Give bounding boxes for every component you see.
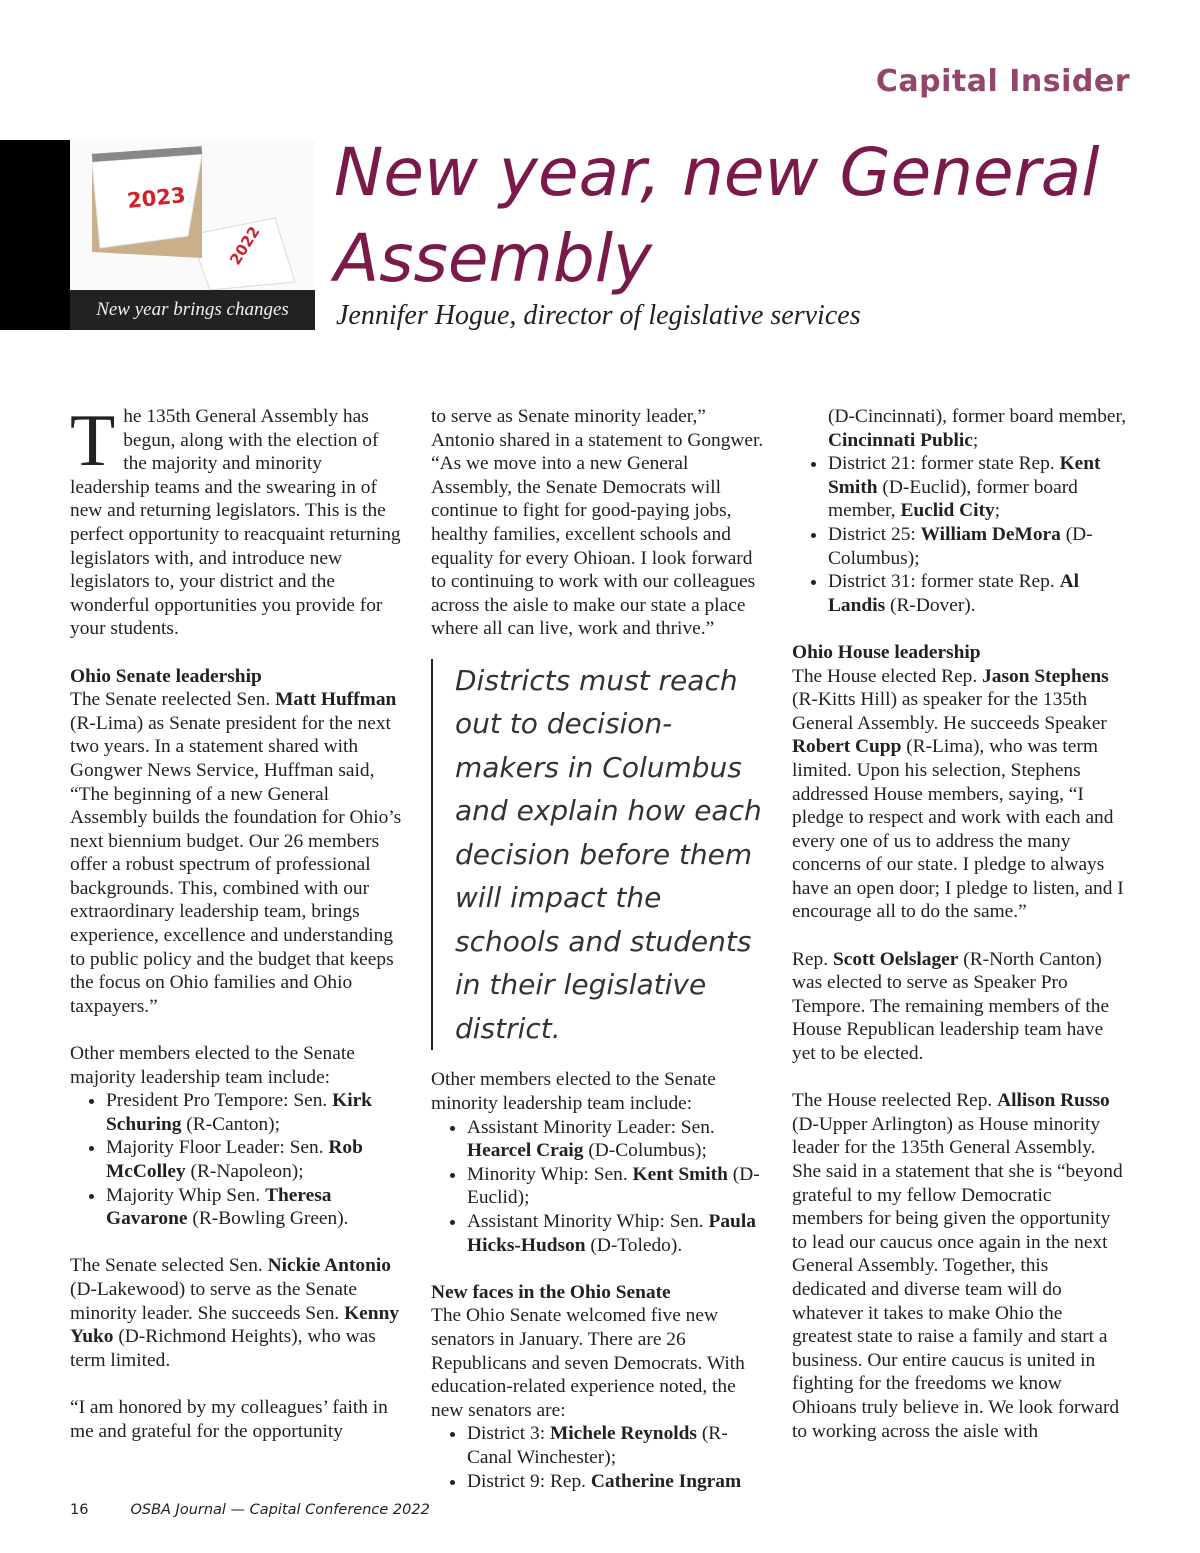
list-item: • District 21: former state Rep. Kent Smith (D-Euclid), former board member, Euclid City; [828,452,1127,523]
list-item: • Majority Floor Leader: Sen. Rob McColley (R-Napoleon); [106,1136,405,1183]
minority-intro: Other members elected to the Senate minority leadership team include: [431,1069,716,1115]
house-paragraph-3: The House reelected Rep. Allison Russo (D-Upper Arlington) as House minority leader for the 135th General Assembly. She said in a statement that she is “beyond grateful to my fellow Democratic members for being given the opportunity to lead our caucus once again in the next General Assembly. Together, this dedicated and diverse team will do whatever it takes to make Ohio the greatest state to raise a family and start a business. Our entire caucus is united in fighting for the freedoms we know Ohioans truly believe in. We look forward to working across the aisle with [792,1090,1123,1442]
house-paragraph-2: Rep. Scott Oelslager (R-North Canton) was elected to serve as Speaker Pro Tempore. The remaining members of the House Republican leadership team have yet to be elected. [792,948,1110,1065]
list-item-continued: (D-Cincinnati), former board member, Cincinnati Public; [828,406,1127,451]
calendar-2022-page [190,218,295,290]
list-item: • District 31: former state Rep. Al Landis (R-Dover). [828,570,1127,617]
article-column-1 [70,400,405,1443]
new-senators-list [431,1422,766,1493]
calendar-2023 [92,146,202,258]
list-item: • Assistant Minority Leader: Sen. Hearcel Craig (D-Columbus); [467,1116,766,1163]
page-number: 16 [70,1502,89,1518]
majority-intro: Other members elected to the Senate majority leadership team include: [70,1043,355,1088]
drop-cap: T [70,400,116,482]
calendar-back-year: 2022 [226,223,264,269]
antonio-paragraph: The Senate selected Sen. Nickie Antonio (D-Lakewood) to serve as the Senate minority leader. She succeeds Sen. Kenny Yuko (D-Richmond Heights), who was term limited. [70,1255,400,1371]
list-item: • President Pro Tempore: Sen. Kirk Schuring (R-Canton); [106,1089,405,1136]
heading-new-faces: New faces in the Ohio Senate [431,1281,671,1303]
intro-paragraph: The 135th General Assembly has begun, along with the election of the majority and minority leadership teams and the swearing in of new and returning legislators. This is the perfect opportunity to reacquaint returning legislators with, and introduce new legislators to, your district and the wonderful opportunities you provide for your students. [70,400,401,640]
senate-paragraph: The Senate reelected Sen. Matt Huffman (R-Lima) as Senate president for the next two years. In a statement shared with Gongwer News Service, Huffman said, “The beginning of a new General Assembly builds the foundation for Ohio’s next biennium budget. Our 26 members offer a robust spectrum of professional backgrounds. This, combined with our extraordinary leadership team, brings experience, excellence and understanding to public policy and the budget that keeps the focus on Ohio families and Ohio taxpayers.” [70,689,402,1017]
calendar-illustration [70,140,315,290]
house-paragraph-1: The House elected Rep. Jason Stephens (R-Kitts Hill) as speaker for the 135th General Assembly. He succeeds Speaker Robert Cupp (R-Lima), who was term limited. Upon his selection, Stephens addressed House members, saying, “I pledge to respect and work with each and every one of us to address the many concerns of our state. I pledge to always have an open door; I pledge to listen, and I encourage all to do the same.” [792,665,1124,923]
byline: Jennifer Hogue, director of legislative services [336,300,861,331]
antonio-quote-start: “I am honored by my colleagues’ faith in me and grateful for the opportunity [70,1396,388,1442]
headline-line-1: New year, new General [334,134,1100,211]
list-item: • Majority Whip Sen. Theresa Gavarone (R-Bowling Green). [106,1184,405,1231]
new-senators-list-2 [792,452,1127,617]
minority-leadership-list [431,1116,766,1258]
publication-name: OSBA Journal — Capital Conference 2022 [130,1502,430,1518]
majority-leadership-list [70,1089,405,1231]
heading-senate-leadership: Ohio Senate leadership [70,665,262,687]
article-column-2 [431,405,766,1493]
calendar-front-year: 2023 [126,182,187,213]
black-side-tab [0,140,70,330]
antonio-quote-continued: to serve as Senate minority leader,” Antonio shared in a statement to Gongwer. “As we move into a new General Assembly, the Senate Democrats will continue to fight for good-paying jobs, healthy families, excellent schools and equality for every Ohioan. I look forward to continuing to work with our colleagues across the aisle to make our state a place where all can live, work and thrive.” [431,406,764,640]
list-item: • Assistant Minority Whip: Sen. Paula Hicks-Hudson (D-Toledo). [467,1210,766,1257]
section-label: Capital Insider [875,64,1130,99]
page-footer [70,1502,430,1518]
list-item: • Minority Whip: Sen. Kent Smith (D-Euclid); [467,1163,766,1210]
heading-house-leadership: Ohio House leadership [792,641,981,663]
list-item: • District 25: William DeMora (D-Columbus); [828,523,1127,570]
headline-line-2: Assembly [334,220,653,297]
article-column-3 [792,405,1127,1443]
new-faces-paragraph: The Ohio Senate welcomed five new senators in January. There are 26 Republicans and seven Democrats. With education-related experience noted, the new senators are: [431,1305,745,1421]
pull-quote: Districts must reach out to decision-makers in Columbus and explain how each decision before them will impact the schools and students in their legislative district. [431,659,766,1051]
calendar-photo [70,140,315,290]
list-item: • District 3: Michele Reynolds (R-Canal Winchester); [467,1422,766,1469]
new-senators-list-continued [792,405,1127,452]
headline [334,130,1154,302]
photo-caption: New year brings changes [70,290,315,330]
list-item: • District 9: Rep. Catherine Ingram [467,1470,766,1494]
